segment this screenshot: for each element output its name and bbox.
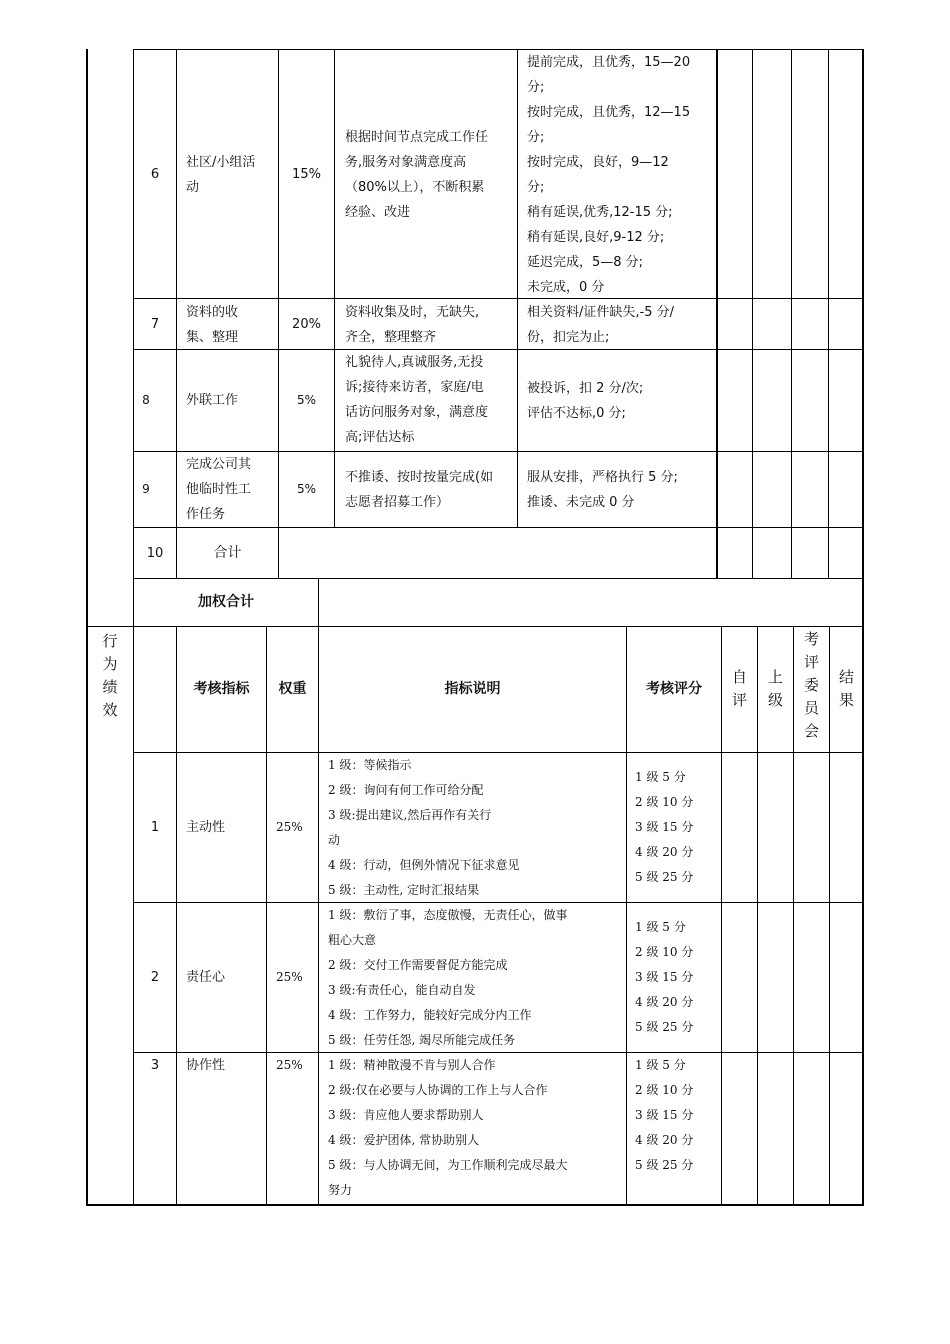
indicator-description: 1 级：敷衍了事，态度傲慢，无责任心，做事 粗心大意 2 级：交付工作需要督促方能完成 3 级:有责任心，能自动自发 4 级：工作努力，能较好完成分内工作 5 级：任劳任怨, 竭尽所能完成任务 bbox=[328, 908, 568, 1047]
weight-value: 25% bbox=[276, 1058, 303, 1072]
indicator-name: 协作性 bbox=[186, 1058, 226, 1073]
header-self-evaluation: 自 评 bbox=[731, 668, 747, 709]
header-superior: 上 级 bbox=[767, 668, 783, 709]
row-number: 9 bbox=[142, 482, 150, 496]
header-indicator: 考核指标 bbox=[193, 681, 250, 697]
header-description: 指标说明 bbox=[444, 681, 501, 697]
weight-value: 25% bbox=[276, 820, 303, 834]
indicator-name: 责任心 bbox=[186, 970, 226, 985]
indicator-description: 资料收集及时，无缺失, 齐全，整理整齐 bbox=[345, 305, 480, 345]
indicator-description: 根据时间节点完成工作任 务,服务对象满意度高 （80%以上），不断积累 经验、改进 bbox=[345, 130, 489, 220]
indicator-description: 不推诿、按时按量完成(如 志愿者招募工作） bbox=[345, 470, 494, 510]
weight-value: 25% bbox=[276, 970, 303, 984]
scoring-rules: 1 级 5 分 2 级 10 分 3 级 15 分 4 级 20 分 5 级 25 分 bbox=[635, 1058, 694, 1172]
weight-value: 15% bbox=[292, 167, 321, 182]
indicator-description: 1 级：等候指示 2 级：询问有何工作可给分配 3 级:提出建议,然后再作有关行 动 4 级：行动，但例外情况下征求意见 5 级：主动性, 定时汇报结果 bbox=[328, 758, 520, 897]
indicator-name: 外联工作 bbox=[186, 393, 239, 408]
header-committee: 考 评 委 员 会 bbox=[803, 630, 819, 740]
row-number: 2 bbox=[150, 970, 160, 985]
weight-value: 20% bbox=[292, 317, 321, 332]
row-number: 3 bbox=[150, 1058, 160, 1073]
indicator-name: 资料的收 集、整理 bbox=[186, 305, 239, 345]
behavior-performance-title: 行 为 绩 效 bbox=[102, 632, 118, 719]
scoring-rules: 服从安排，严格执行 5 分; 推诿、未完成 0 分 bbox=[527, 470, 678, 510]
indicator-name: 社区/小组活 动 bbox=[186, 155, 256, 195]
indicator-name: 完成公司其 他临时性工 作任务 bbox=[186, 457, 252, 522]
scoring-rules: 1 级 5 分 2 级 10 分 3 级 15 分 4 级 20 分 5 级 25 分 bbox=[635, 770, 694, 884]
row-number: 8 bbox=[142, 393, 150, 407]
scoring-rules: 1 级 5 分 2 级 10 分 3 级 15 分 4 级 20 分 5 级 25 分 bbox=[635, 920, 694, 1034]
weight-value: 5% bbox=[296, 482, 317, 496]
total-label: 合计 bbox=[213, 545, 242, 561]
row-number: 6 bbox=[150, 167, 160, 182]
scoring-rules: 提前完成，且优秀，15—20 分; 按时完成，且优秀，12—15 分; 按时完成，良好，9—12 分; 稍有延误,优秀,12-15 分; 稍有延误,良好,9-12 分; 延迟完成，5—8 分; 未完成，0 分 bbox=[527, 55, 691, 295]
indicator-name: 主动性 bbox=[186, 820, 226, 835]
scoring-rules: 被投诉，扣 2 分/次; 评估不达标,0 分; bbox=[527, 381, 644, 421]
weighted-total-label: 加权合计 bbox=[198, 594, 254, 610]
header-weight: 权重 bbox=[278, 681, 307, 697]
row-number: 1 bbox=[150, 820, 160, 835]
header-score: 考核评分 bbox=[646, 681, 702, 697]
scoring-rules: 相关资料/证件缺失,-5 分/ 份，扣完为止; bbox=[527, 305, 674, 345]
header-result: 结 果 bbox=[838, 668, 854, 709]
row-number: 7 bbox=[150, 317, 160, 332]
weight-value: 5% bbox=[296, 393, 317, 407]
indicator-description: 1 级：精神散漫不肯与别人合作 2 级:仅在必要与人协调的工作上与人合作 3 级：肯应他人要求帮助别人 4 级：爱护团体, 常协助别人 5 级：与人协调无间，为工作顺利完成尽最大 努力 bbox=[328, 1058, 568, 1197]
indicator-description: 礼貌待人,真诚服务,无投 诉;接待来访者，家庭/电 话访问服务对象，满意度 高;评估达标 bbox=[345, 355, 489, 445]
row-number: 10 bbox=[146, 546, 164, 561]
